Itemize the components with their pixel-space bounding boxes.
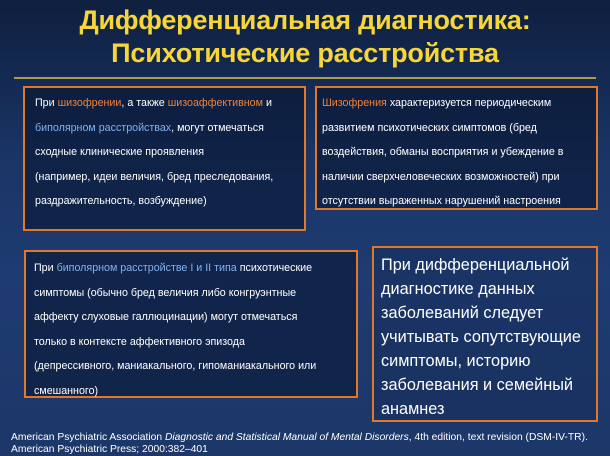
slide-title [0, 4, 610, 70]
highlight-bipolar: биполярном расстройствах [35, 121, 172, 134]
box3-line-5: (депрессивного, маниакального, гипоманиакального или [34, 360, 317, 372]
highlight-schizophrenia: шизофрении [57, 97, 122, 109]
reference-line-1 [11, 432, 588, 444]
box1-line-5: раздражительность, возбуждение) [35, 195, 207, 207]
box2-line-5: отсутствии выраженных нарушений настроения [322, 195, 561, 207]
text: психотические [236, 262, 313, 274]
box1-line-2 [35, 116, 304, 141]
box4-line-6: заболевания и семейный [381, 376, 573, 394]
box-bipolar-psychotic-symptoms [24, 250, 358, 398]
box2-line-4: наличии сверхчеловеческих возможностей) при [322, 170, 560, 183]
box4-line-5: симптомы, историю [381, 352, 531, 370]
highlight-schizophrenia: Шизофрения [322, 97, 387, 109]
text: характеризуется периодическим [386, 97, 552, 109]
text: , могут отмечаться [171, 121, 264, 134]
box4-line-2: диагностике данных [381, 280, 535, 298]
reference-line-2: American Psychiatric Press; 2000:382–401 [11, 444, 208, 455]
box2-line-1 [322, 91, 596, 116]
highlight-schizoaffective: шизоаффективном [167, 97, 263, 109]
box-schizophrenia-bipolar-similarity [23, 86, 306, 231]
box3-line-2: симптомы (обычно бред величия либо конгруэнтные [34, 286, 297, 299]
book-title: Diagnostic and Statistical Manual of Mental Disorders [164, 432, 409, 443]
title-line-1: Дифференциальная диагностика: [79, 5, 531, 35]
text: При [34, 262, 57, 274]
box2-line-2: развитием психотических симптомов (бред [322, 121, 537, 134]
text: и [262, 97, 272, 109]
text: American Psychiatric Association [11, 432, 165, 443]
box-schizophrenia-characteristics [315, 86, 598, 210]
box1-line-3: сходные клинические проявления [35, 146, 205, 158]
box2-line-3: воздействия, обманы восприятия и убеждение в [322, 146, 564, 158]
box4-line-4: учитывать сопутствующие [381, 328, 581, 346]
title-divider [14, 77, 596, 79]
box4-line-1: При дифференциальной [381, 256, 570, 274]
box3-line-3: аффекту слуховые галлюцинации) могут отмечаться [34, 311, 298, 323]
text: , а также [121, 97, 168, 109]
box1-line-1 [35, 91, 304, 116]
box4-line-3: заболеваний следует [381, 304, 544, 322]
box1-line-4: (например, идеи величия, бред преследования, [35, 170, 274, 183]
box3-line-1 [34, 256, 356, 281]
reference-footer [11, 432, 588, 456]
text: , 4th edition, text revision (DSM-IV-TR). [408, 432, 588, 443]
text: При [35, 97, 58, 109]
highlight-bipolar-types: биполярном расстройстве I и II типа [56, 262, 237, 274]
title-line-2: Психотические расстройства [111, 38, 499, 68]
box3-line-6: смешанного) [34, 384, 99, 397]
box4-line-7: анамнез [381, 400, 445, 418]
box3-line-4: только в контексте аффективного эпизода [34, 335, 245, 348]
box-differential-diagnosis-note [372, 246, 598, 422]
